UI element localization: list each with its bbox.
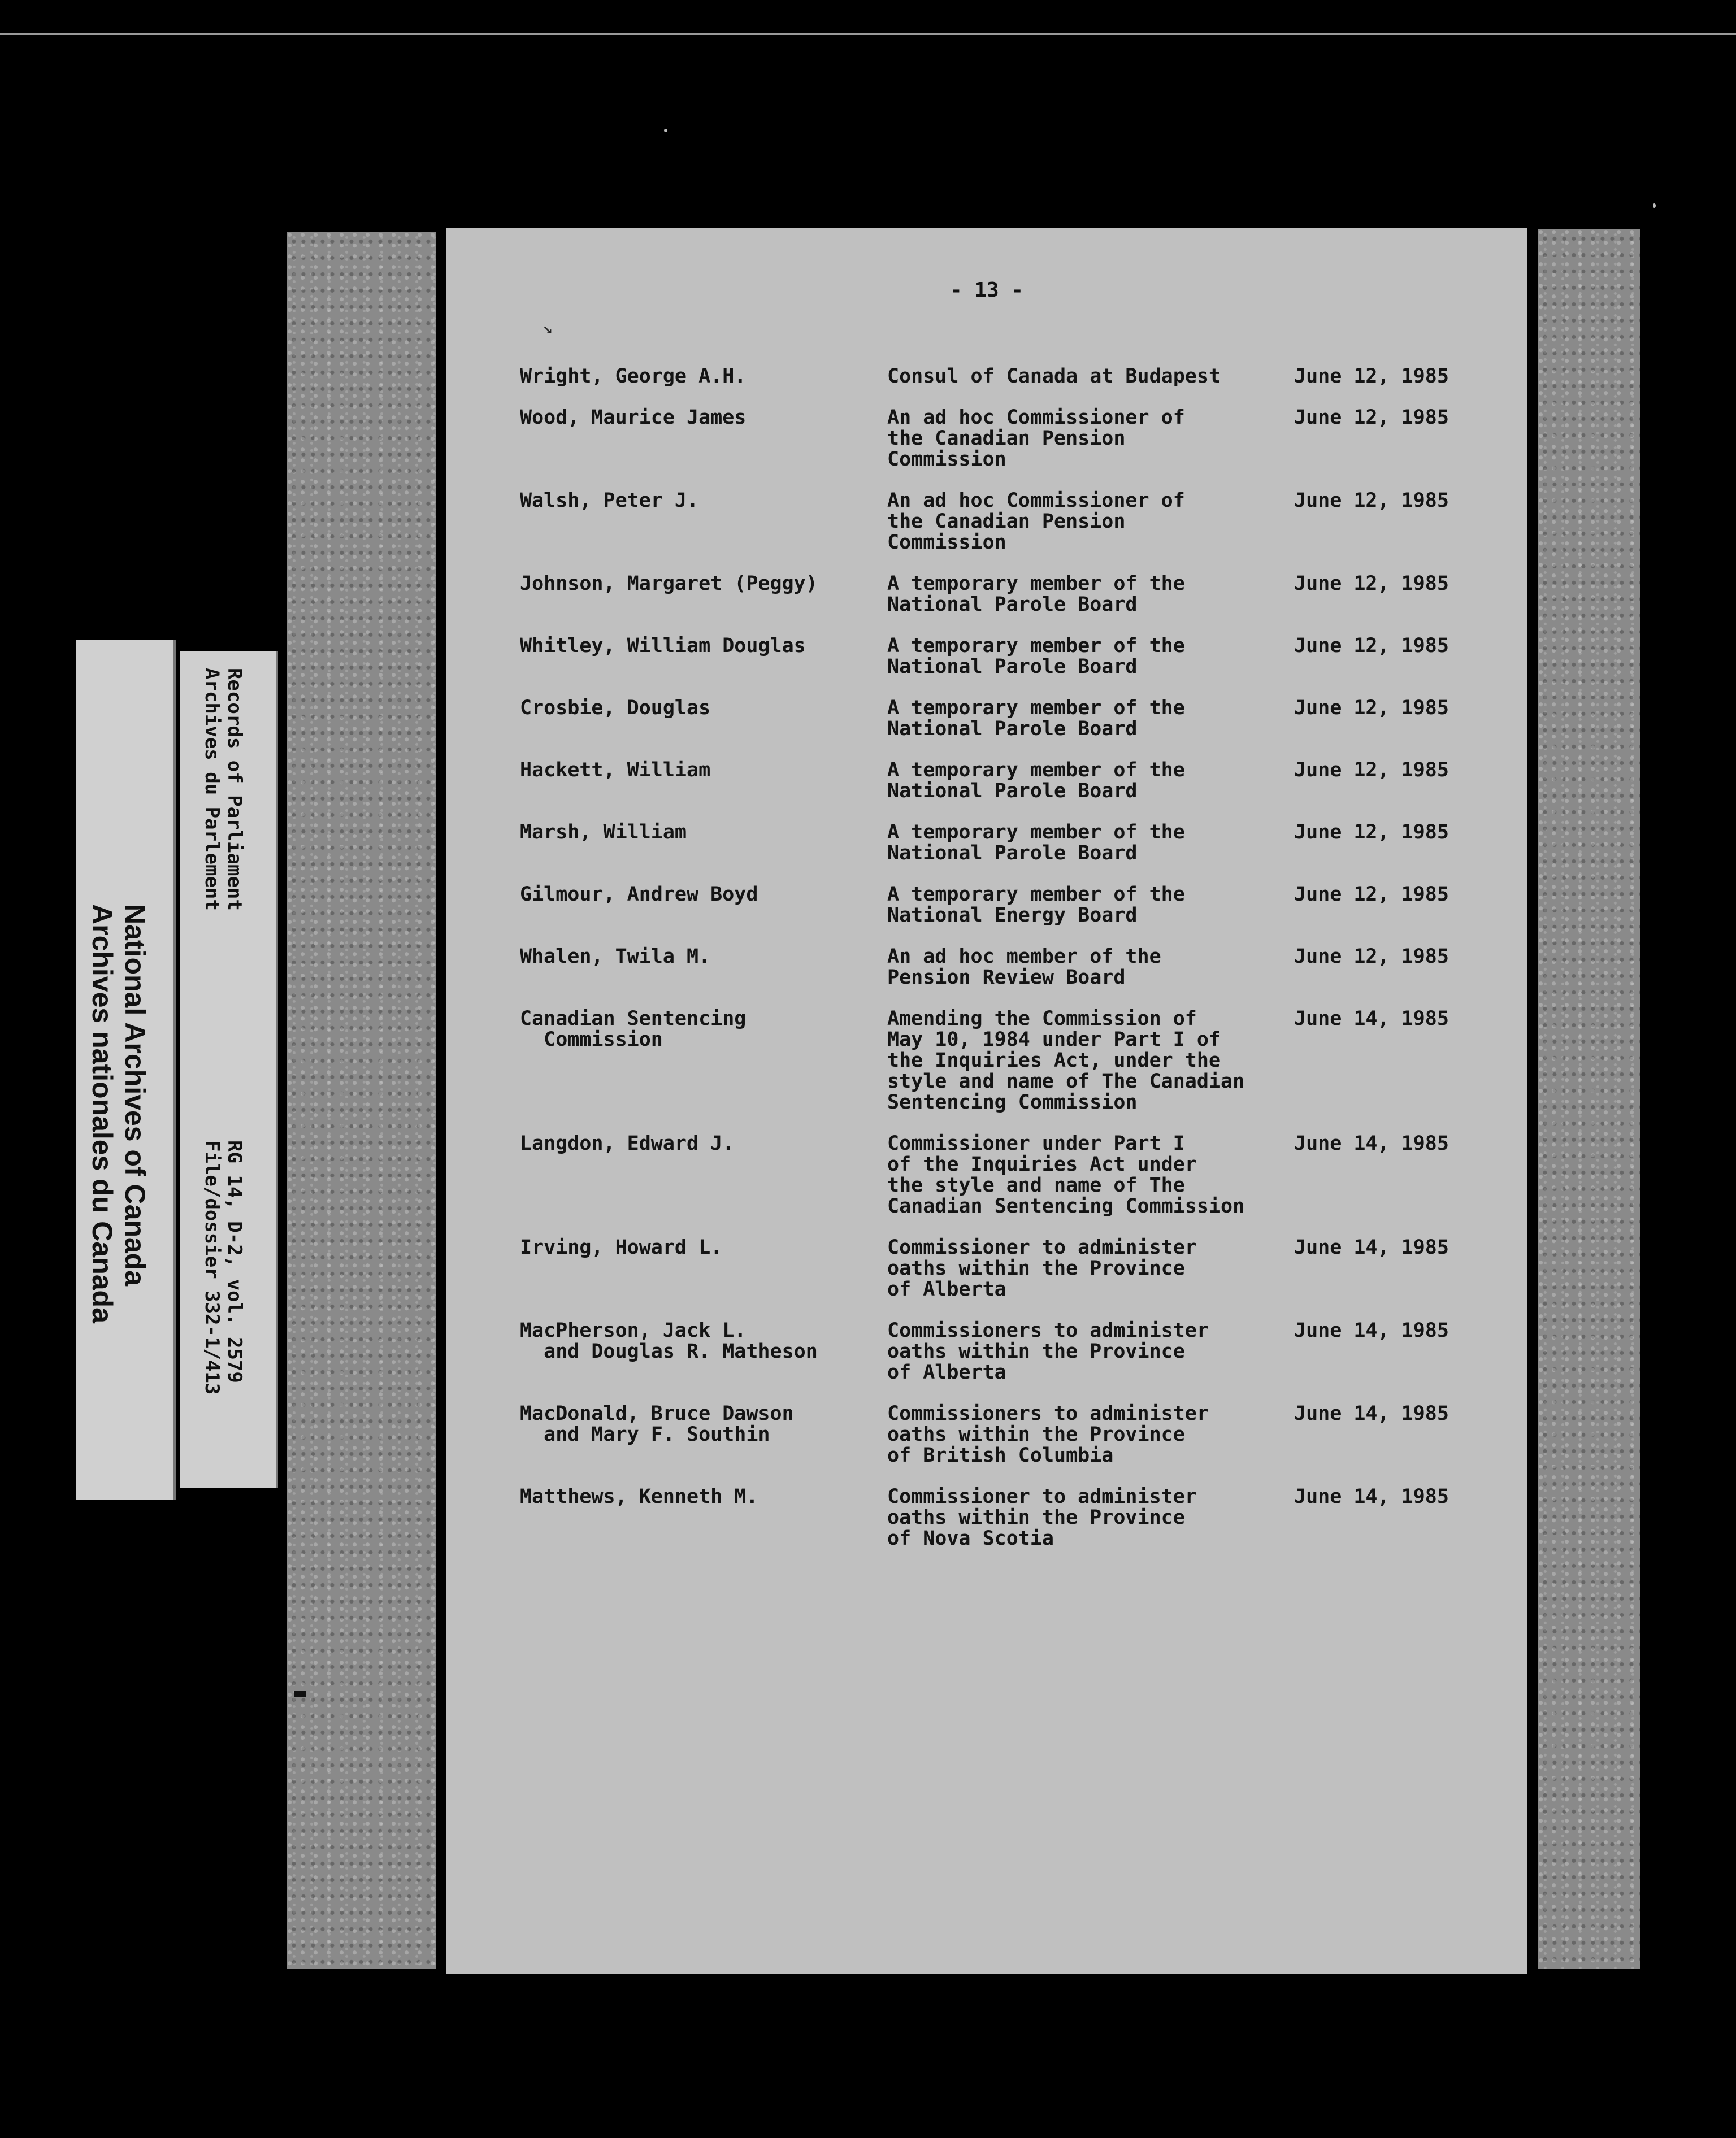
appointee-name: Gilmour, Andrew Boyd [520, 883, 758, 906]
appointment-description: Amending the Commission of May 10, 1984 under Part I of the Inquiries Act, under the style and name of The Canadian Sentencing Commission [887, 1007, 1245, 1114]
appointment-description: An ad hoc Commissioner of the Canadian Pension Commission [887, 489, 1185, 554]
appointment-description: Commissioners to administer oaths within the Province of British Columbia [887, 1402, 1209, 1467]
appointment-description: An ad hoc Commissioner of the Canadian Pension Commission [887, 406, 1185, 471]
appointment-date: June 14, 1985 [1294, 1319, 1449, 1342]
appointment-date: June 14, 1985 [1294, 1485, 1449, 1508]
records-label-line2: Archives du Parlement [201, 668, 223, 911]
reference-label-line2: File/dossier 332-1/413 [201, 1140, 223, 1395]
appointment-date: June 12, 1985 [1294, 821, 1449, 844]
appointment-entry [520, 1487, 1481, 1549]
archive-label-line2: Archives nationales du Canada [86, 904, 118, 1323]
appointment-date: June 14, 1985 [1294, 1236, 1449, 1259]
appointment-entry [520, 1133, 1481, 1217]
right-border-strip [1538, 229, 1640, 1969]
reference-label-line1: RG 14, D-2, vol. 2579 [223, 1140, 246, 1383]
appointment-date: June 12, 1985 [1294, 406, 1449, 429]
appointee-name: Wright, George A.H. [520, 365, 747, 388]
appointment-entry [520, 698, 1481, 740]
appointment-entry [520, 760, 1481, 802]
reference-label-text [201, 1140, 246, 1394]
margin-tick [294, 1691, 306, 1697]
appointment-date: June 12, 1985 [1294, 945, 1449, 968]
appointment-entry [520, 1403, 1481, 1466]
appointment-entry [520, 573, 1481, 615]
appointment-entry [520, 822, 1481, 864]
page-number: - 13 - [949, 279, 1024, 302]
records-label-text [201, 668, 246, 911]
appointment-description: Commissioners to administer oaths within the Province of Alberta [887, 1319, 1209, 1384]
appointment-date: June 12, 1985 [1294, 759, 1449, 781]
appointment-description: Commissioner to administer oaths within the Province of Nova Scotia [887, 1485, 1197, 1550]
appointment-date: June 12, 1985 [1294, 883, 1449, 906]
appointment-date: June 12, 1985 [1294, 697, 1449, 719]
appointment-description: Commissioner under Part I of the Inquiries Act under the style and name of The Canadian Sentencing Commission [887, 1132, 1245, 1218]
appointment-entry [520, 1320, 1481, 1383]
appointee-name: Matthews, Kenneth M. [520, 1485, 758, 1508]
archive-label-line1: National Archives of Canada [119, 904, 151, 1287]
appointment-date: June 12, 1985 [1294, 489, 1449, 512]
left-border-strip [287, 232, 436, 1969]
appointment-date: June 12, 1985 [1294, 365, 1449, 388]
appointee-name: Wood, Maurice James [520, 406, 747, 429]
top-rule [0, 33, 1736, 35]
appointment-description: A temporary member of the National Energy Board [887, 883, 1185, 927]
document-page [446, 228, 1527, 1974]
appointment-date: June 12, 1985 [1294, 572, 1449, 595]
appointee-name: Langdon, Edward J. [520, 1132, 735, 1155]
appointment-description: A temporary member of the National Parole Board [887, 635, 1185, 678]
appointment-date: June 14, 1985 [1294, 1402, 1449, 1425]
appointment-entry [520, 490, 1481, 553]
appointment-description: An ad hoc member of the Pension Review Board [887, 945, 1161, 989]
appointee-name: Crosbie, Douglas [520, 697, 711, 719]
appointment-entry [520, 636, 1481, 677]
appointee-name: Canadian Sentencing Commission [520, 1007, 747, 1051]
archive-label-text [86, 904, 151, 1323]
appointment-entry [520, 366, 1481, 387]
appointment-date: June 14, 1985 [1294, 1007, 1449, 1030]
appointee-name: Walsh, Peter J. [520, 489, 699, 512]
appointee-name: Marsh, William [520, 821, 687, 844]
appointee-name: MacPherson, Jack L. and Douglas R. Matheson [520, 1319, 818, 1363]
appointments-list [520, 366, 1481, 1570]
appointee-name: Johnson, Margaret (Peggy) [520, 572, 818, 595]
appointment-description: A temporary member of the National Parole Board [887, 697, 1185, 740]
records-label-line1: Records of Parliament [223, 668, 246, 911]
appointee-name: Whitley, William Douglas [520, 635, 806, 657]
speck [664, 129, 667, 132]
appointment-entry [520, 1237, 1481, 1300]
scratch-mark: ↘ [542, 318, 553, 338]
appointment-description: A temporary member of the National Parole Board [887, 572, 1185, 616]
appointment-description: A temporary member of the National Parole Board [887, 759, 1185, 802]
appointment-description: Consul of Canada at Budapest [887, 365, 1221, 388]
appointment-date: June 14, 1985 [1294, 1132, 1449, 1155]
speck [1653, 203, 1656, 208]
appointment-entry [520, 946, 1481, 988]
appointee-name: Hackett, William [520, 759, 711, 781]
appointment-description: Commissioner to administer oaths within the Province of Alberta [887, 1236, 1197, 1301]
appointment-entry [520, 884, 1481, 926]
appointment-description: A temporary member of the National Parole Board [887, 821, 1185, 864]
appointee-name: MacDonald, Bruce Dawson and Mary F. Southin [520, 1402, 794, 1446]
appointee-name: Irving, Howard L. [520, 1236, 723, 1259]
appointment-date: June 12, 1985 [1294, 635, 1449, 657]
appointment-entry [520, 407, 1481, 470]
appointment-entry [520, 1009, 1481, 1113]
appointee-name: Whalen, Twila M. [520, 945, 711, 968]
